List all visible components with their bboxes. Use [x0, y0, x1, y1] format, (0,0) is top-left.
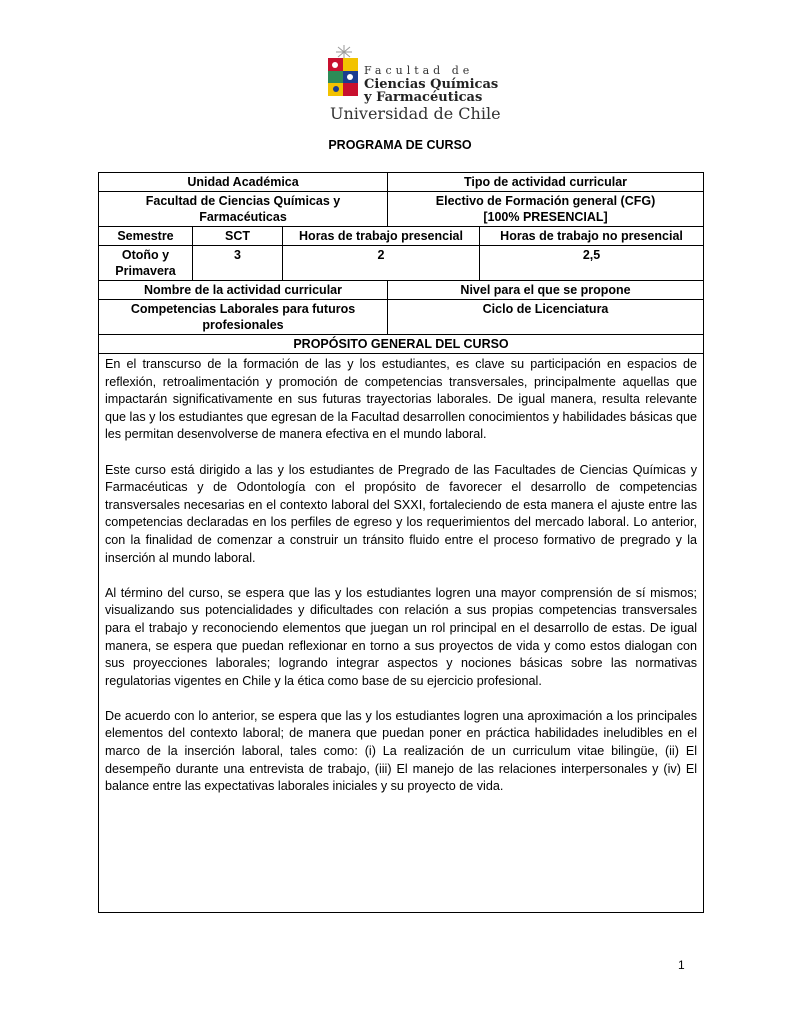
- nombre-actividad-value: Competencias Laborales para futuros profesionales: [99, 300, 388, 335]
- tipo-actividad-line2: [100% PRESENCIAL]: [483, 210, 608, 224]
- tipo-actividad-line1: Electivo de Formación general (CFG): [435, 194, 656, 208]
- unidad-academica-label: Unidad Académica: [99, 173, 388, 192]
- proposito-label: PROPÓSITO GENERAL DEL CURSO: [99, 335, 704, 354]
- tipo-actividad-value: [388, 192, 704, 227]
- shield-icon: [328, 58, 358, 96]
- nivel-value: Ciclo de Licenciatura: [388, 300, 704, 335]
- proposito-paragraph: Este curso está dirigido a las y los estudiantes de Pregrado de las Facultades de Ciencias Químicas y Farmacéuticas y de Odontología con el propósito de favorecer el desarrollo de competencias transversales necesarias en el contexto laboral del SXXI, fortaleciendo de esta manera el ajuste entre las competencias declaradas en los perfiles de egreso y los requerimientos del mercado laboral. Lo anterior, con la finalidad de comenzar a construir un tránsito fluido entre el proceso formativo de pregrado y la inserción al mundo laboral.: [105, 462, 698, 565]
- tipo-actividad-label: Tipo de actividad curricular: [388, 173, 704, 192]
- document-title: PROGRAMA DE CURSO: [328, 138, 472, 152]
- horas-presencial-label: Horas de trabajo presencial: [283, 227, 480, 246]
- semestre-value: Otoño y Primavera: [99, 246, 193, 281]
- sct-label: SCT: [193, 227, 283, 246]
- logo-university: Universidad de Chile: [330, 104, 501, 123]
- proposito-paragraph: En el transcurso de la formación de las y los estudiantes, es clave su participación en espacios de reflexión, retroalimentación y promoción de competencias transversales, principalmente aquellas que impactarán significativamente en sus futuras trayectorias laborales. De igual manera, resulta relevante que las y los estudiantes que egresan de la Facultad desarrollen conocimientos y habilidades básicas que les permitan desenvolverse de manera efectiva en el mundo laboral.: [105, 357, 698, 442]
- course-info-table: [98, 172, 704, 913]
- horas-no-presencial-value: 2,5: [480, 246, 704, 281]
- nivel-label: Nivel para el que se propone: [388, 281, 704, 300]
- sct-value: 3: [193, 246, 283, 281]
- logo-name-line1: Ciencias Químicas: [364, 77, 499, 92]
- proposito-body: [99, 354, 704, 913]
- page-number: 1: [678, 958, 685, 972]
- logo-name-line2: y Farmacéuticas: [364, 90, 483, 105]
- logo-faculty-word: Facultad de: [364, 64, 474, 77]
- unidad-academica-value: [99, 192, 388, 227]
- proposito-paragraph: De acuerdo con lo anterior, se espera que las y los estudiantes logren una aproximación a los principales elementos del contexto laboral; de manera que puedan poner en práctica habilidades ineludibles en el marco de la inserción laboral, tales como: (i) La realización de un curriculum vitae bilingüe, (ii) El desempeño durante una entrevista de trabajo, (iii) El manejo de las relaciones interpersonales y (iv) El balance entre las expectativas laborales iniciales y su proyecto de vida.: [105, 708, 698, 794]
- semestre-label: Semestre: [99, 227, 193, 246]
- proposito-paragraph: Al término del curso, se espera que las y los estudiantes logren una mayor comprensión de sí mismos; visualizando sus potencialidades y dificultades con relación a sus propias competencias transversales para el trabajo y reconociendo elementos que juegan un rol principal en el desarrollo de estas. De igual manera, se espera que puedan reflexionar en torno a sus proyectos de vida y como estos dialogan con sus proyecciones laborales; logrando integrar aspectos y nociones básicas sobre las normativas regulatorias vigentes en Chile y la ética como base de su ejercicio profesional.: [105, 585, 698, 688]
- nombre-actividad-label: Nombre de la actividad curricular: [99, 281, 388, 300]
- horas-no-presencial-label: Horas de trabajo no presencial: [480, 227, 704, 246]
- unidad-academica-text: Facultad de Ciencias Químicas y Farmacéuticas: [145, 194, 341, 224]
- faculty-logo: [328, 44, 501, 123]
- horas-presencial-value: 2: [283, 246, 480, 281]
